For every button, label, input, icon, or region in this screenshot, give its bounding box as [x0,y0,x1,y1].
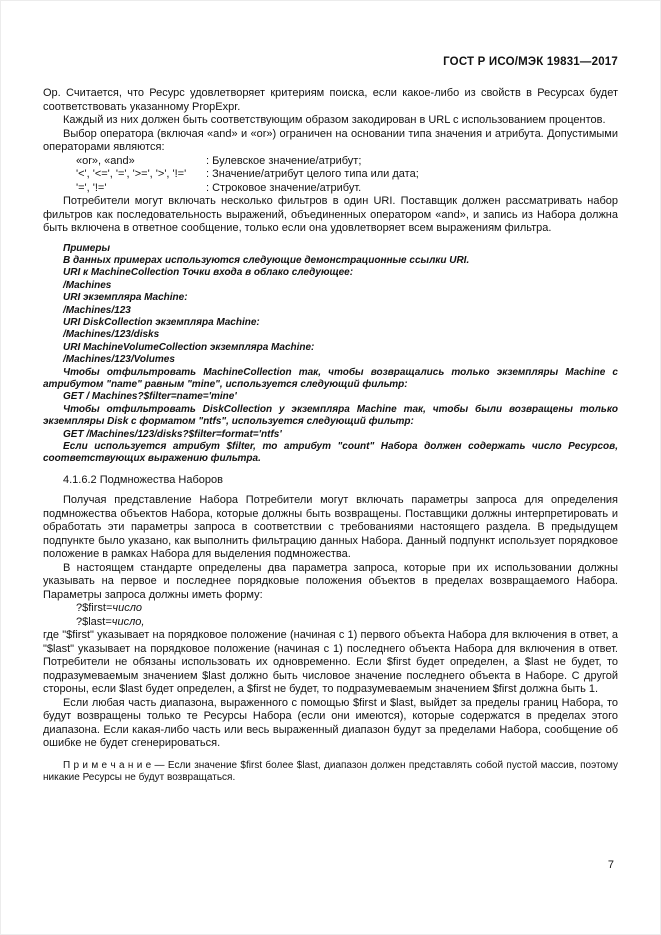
example-uri: /Machines/123/Volumes [63,354,175,366]
operator-symbols: «or», «and» [76,154,135,167]
paragraph-encoding: Каждый из них должен быть соответствующим образом закодирован в URL с использованием процентов. [63,114,606,126]
example-line: URI MachineVolumeCollection экземпляра Machine: [63,341,315,353]
example-uri: /Machines [63,279,112,291]
paragraph-two-params: В настоящем стандарте определены два параметра запроса, которые при их использовании должны указывать на первое и последнее порядковые положения объектов в пределах возвращаемого Набора. Параметры запроса должны иметь форму: [43,561,618,601]
operator-description: : Булевское значение/атрибут; [206,154,362,167]
page-header [43,56,618,68]
examples-title: Примеры [63,242,111,254]
example-line: Чтобы отфильтровать MachineCollection так, чтобы возвращались только экземпляры Machine с атрибутом "name" равным "mine", используется следующий фильтр: [43,366,618,390]
example-line: Если используется атрибут $filter, то атрибут "count" Набора должен содержать число Ресурсов, соответствующих выражению фильтра. [43,441,618,465]
operator-row [76,155,618,169]
operator-description: : Значение/атрибут целого типа или дата; [206,168,419,180]
example-line: В данных примерах используются следующие демонстрационные ссылки URI. [63,254,470,266]
paragraph-filters: Потребители могут включать несколько фильтров в один URI. Поставщик должен рассматривать набор фильтров как последовательность выражений, объединенных оператором «and», и запись из Набора должна быть включена в ответное сообщение, только если она удовлетворяет всем выражениям фильтра. [43,195,618,234]
example-uri: /Machines/123/disks [63,329,160,341]
example-uri: /Machines/123 [63,304,131,316]
operator-row [76,182,618,196]
paragraph-operator-choice: Выбор оператора (включая «and» и «or») ограничен на основании типа значения и атрибута. Допустимыми операторами являются: [43,127,618,153]
operator-list [76,155,618,196]
paragraph-range-bounds: Если любая часть диапазона, выраженного с помощью $first и $last, выйдет за пределы границ Набора, то будут возвращены только те Ресурсы Набора (если они имеются), которые содержатся в пределах этого диапазона. Если какая-либо часть или весь выраженный диапазон будут за пределами Набора, сообщение об ошибке не будет сгенерироваться. [43,696,618,750]
section-heading: 4.1.6.2 Подмножества Наборов [63,473,223,486]
example-get-request: GET /Machines/123/disks?$filter=format='ntfs' [63,428,282,440]
paragraph-first-last-explanation: где "$first" указывает на порядковое положение (начиная с 1) первого объекта Набора для включения в ответ, а "$last" указывает на порядковое положение (начиная с 1) последнего объекта Набора для включения в ответ. Потребители не обязаны использовать их одновременно. Если $first будет определен, а $last не будет, то подразумеваемым значением $last должно быть числовое значение последнего объекта в Наборе. С другой стороны, если $last будет определен, а $first не будет, то подразумеваемым значением $first должна быть 1. [43,629,618,696]
example-line: URI к MachineCollection Точки входа в облако следующее: [63,267,354,279]
param-value: число, [111,615,145,628]
example-line: URI экземпляра Machine: [63,292,188,304]
example-line: URI DiskCollection экземпляра Machine: [63,316,260,328]
operator-symbols: '<', '<=', '=', '>=', '>', '!=' [76,168,187,180]
operator-row [76,168,618,182]
example-line: Чтобы отфильтровать DiskCollection у экземпляра Machine так, чтобы были возвращены только экземпляры Disk с форматом "ntfs", используется следующий фильтр: [43,403,618,428]
param-first [76,602,618,616]
page-number: 7 [607,859,614,871]
paragraph-subset-intro: Получая представление Набора Потребители могут включать параметры запроса для определения подмножества объектов Набора, которые должны быть возвращены. Поставщики должны интерпретировать и обработать эти параметры запроса в соответствии с требованиями настоящего раздела. В предыдущем подпункте было указано, как выполнить фильтрацию данных Набора. Данный подпункт использует порядковое положение в рамках Набора для выделения подмножества. [43,494,618,561]
doc-code: ГОСТ Р ИСО/МЭК 19831—2017 [443,56,618,68]
note: П р и м е ч а н и е — Если значение $first более $last, диапазон должен представлять собой пустой массив, поэтому никакие Ресурсы не будут возвращаться. [43,759,618,784]
example-get-request: GET / Machines?$filter=name='mine' [63,391,237,403]
param-prefix: ?$first= [76,602,113,615]
paragraph-intro: Ор. Считается, что Ресурс удовлетворяет критериям поиска, если какое-либо из свойств в Ресурсах будет соответствовать указанному PropExpr. [43,87,618,113]
param-value: число [112,602,143,615]
param-last [76,616,618,630]
operator-symbols: '=', '!=' [76,181,107,194]
examples-block [43,243,618,466]
operator-description: : Строковое значение/атрибут. [206,181,362,194]
param-prefix: ?$last= [76,615,112,628]
page-content [43,87,618,785]
